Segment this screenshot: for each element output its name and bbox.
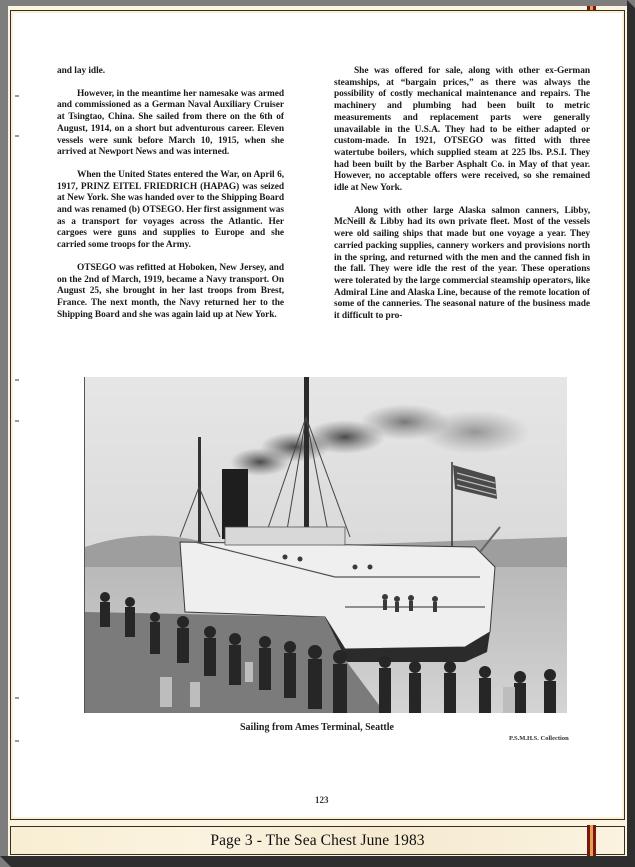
margin-mark bbox=[15, 135, 19, 137]
paragraph: However, in the meantime her namesake was armed and commissioned as a German Naval Auxiliary Cruiser at Tsingtao, China. She sailed from there on the 6th of August, 1914, on a short but adventurous career. Eleven vessels were sunk before March 10, 1915, when she arrived at Newport News and was interned. bbox=[57, 88, 284, 158]
main-mast bbox=[304, 377, 309, 552]
shadow-corner bbox=[0, 856, 11, 867]
paragraph: She was offered for sale, along with other ex-German steamships, at “bargain prices,” as there was always the possibility of costly mechanical maintenance and repairs. The machinery and plumbing had been built to metric measurements and replacement parts were generally unavailable in the U.S.A. They had to be either adapted or custom-made. In 1921, OTSEGO was fitted with three watertube boilers, which supplied steam at 225 lbs. P.S.I. They had been built by the Barber Asphalt Co. in May of that year. However, no acceptable offers were received, so she remained idle at New York. bbox=[334, 66, 590, 194]
margin-mark bbox=[15, 697, 19, 699]
margin-mark bbox=[15, 95, 19, 97]
margin-mark bbox=[15, 420, 19, 422]
text-column-left bbox=[57, 66, 284, 332]
window-shadow-right bbox=[627, 0, 635, 867]
ship-photograph bbox=[84, 377, 567, 713]
footer-title: Page 3 - The Sea Chest June 1983 bbox=[210, 832, 425, 849]
paragraph: OTSEGO was refitted at Hoboken, New Jersey, and on the 2nd of March, 1919, became a Navy transport. On August 25, she brought in her last troops from Brest, France. The next month, the Navy returned her to the Shipping Board and she was again laid up at New York. bbox=[57, 262, 284, 320]
window-shadow-bottom bbox=[0, 856, 635, 867]
footer-bar bbox=[10, 826, 625, 855]
smoke bbox=[420, 410, 530, 454]
decorative-stripe bbox=[587, 825, 596, 856]
paragraph: When the United States entered the War, on April 6, 1917, PRINZ EITEL FRIEDRICH (HAPAG) was seized at New York. She was handed over to the Shipping Board and was renamed (b) OTSEGO. Her first assignment was as a transport for voyages across the Atlantic. Her cargoes were guns and supplies to Europe and she carried some troops for the Army. bbox=[57, 169, 285, 251]
paragraph: and lay idle. bbox=[57, 66, 106, 76]
steamship-departure-illustration bbox=[85, 377, 567, 713]
photo-caption: Sailing from Ames Terminal, Seattle bbox=[240, 722, 394, 733]
superstructure bbox=[225, 527, 345, 545]
page-number: 123 bbox=[315, 795, 329, 805]
margin-mark bbox=[15, 740, 19, 742]
paragraph: Along with other large Alaska salmon canners, Libby, McNeill & Libby had its own private fleet. Most of the vessels were old sailing ships that made but one voyage a year. They carried packing supplies, cannery workers and provisions north in the spring, and returned with the men and the canned fish in the fall. They were idle the rest of the year. These operations were tolerated by the large commercial steamship operators, like Admiral Line and Alaska Line, because of the remote location of some of the canneries. The seasonal nature of the business made it difficult to pro- bbox=[334, 205, 590, 322]
shadow-corner bbox=[627, 0, 635, 8]
text-column-right bbox=[334, 66, 590, 334]
photo-credit: P.S.M.H.S. Collection bbox=[509, 735, 569, 742]
margin-mark bbox=[15, 379, 19, 381]
